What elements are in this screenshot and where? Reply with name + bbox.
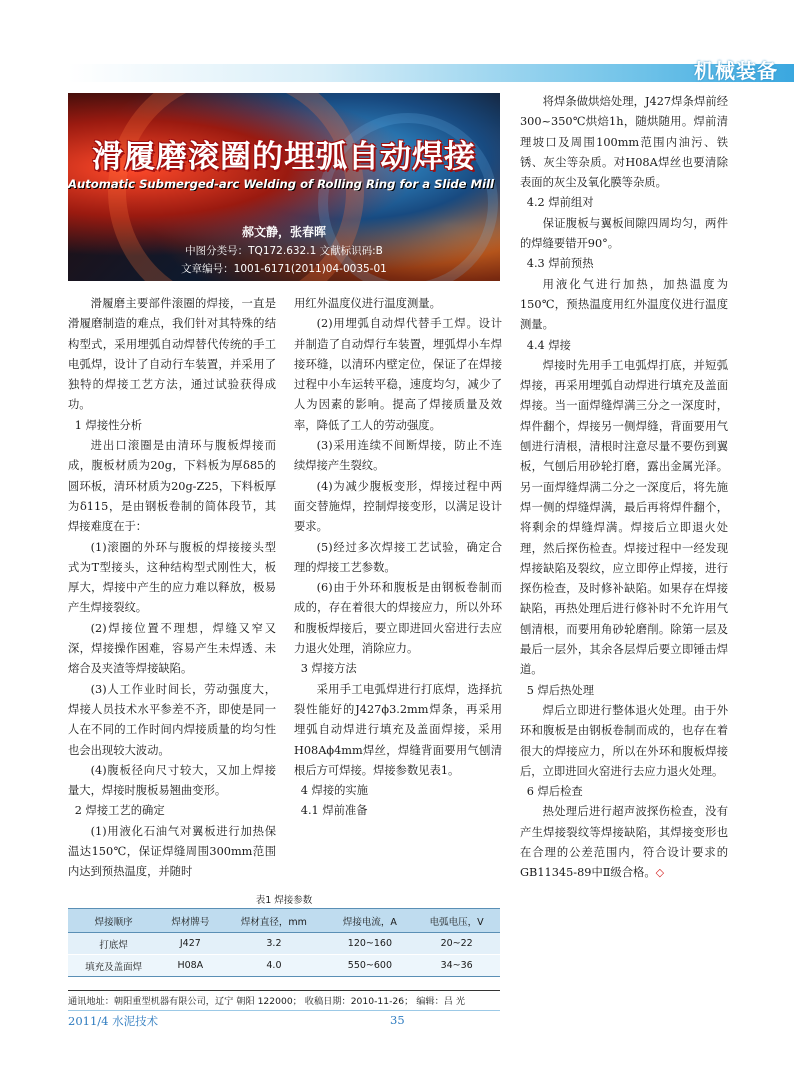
paragraph: 将焊条做烘焙处理，J427焊条焊前经300~350℃烘焙1h，随烘随用。焊前清理坡口及周围100mm范围内油污、铁锈、灰尘等杂质。对H08A焊丝也要清除表面的灰尘及氧化膜等杂质。 <box>520 95 728 190</box>
paragraph: (3)采用连续不间断焊接，防止不连续焊接产生裂纹。 <box>294 439 502 473</box>
paragraph <box>520 802 728 883</box>
paragraph: 采用手工电弧焊进行打底焊，选择抗裂性能好的J427ϕ3.2mm焊条，再采用埋弧自动焊进行填充及盖面焊接，采用H08Aϕ4mm焊丝，焊缝背面要用气刨清根后方可焊接。焊接参数见表1。 <box>294 682 502 777</box>
table-header-cell: 焊材牌号 <box>159 909 221 933</box>
table-header-cell: 焊接电流，A <box>327 909 414 933</box>
table-header-cell: 焊材直径，mm <box>221 909 326 933</box>
paragraph: (2)焊接位置不理想，焊缝又窄又深，焊接操作困难，容易产生未焊透、未熔合及夹渣等焊接缺陷。 <box>68 621 276 676</box>
welding-parameters-table <box>68 908 500 977</box>
footnote-divider <box>68 990 500 991</box>
end-mark-icon: ◇ <box>655 866 665 880</box>
section-label: 机械装备 <box>694 59 778 83</box>
table-cell: 打底焊 <box>68 933 159 955</box>
header-bar <box>68 64 794 82</box>
paragraph: 焊接时先用手工电弧焊打底，并短弧焊接，再采用埋弧自动焊进行填充及盖面焊接。当一面焊缝焊满三分之一深度时，焊件翻个，焊接另一侧焊缝，背面要用气刨进行清根，清根时注意尽量不要伤到翼板，气刨后用砂轮打磨，露出金属光泽。另一面焊缝焊满二分之一深度后，将先施焊一侧的焊缝焊满，最后再将焊件翻个，将剩余的焊缝焊满。焊接后立即退火处理，然后探伤检查。焊接过程中一经发现焊接缺陷及裂纹，应立即停止焊接，进行探伤检查，及时修补缺陷。如果存在焊接缺陷，再热处理后进行修补时不允许用气刨清根，而要用角砂轮磨削。除第一层及最后一层外，其余各层焊后要立即锤击焊道。 <box>520 358 728 677</box>
paragraph-text: 热处理后进行超声波探伤检查，没有产生焊接裂纹等焊接缺陷，其焊接变形也在合理的公差范围内，符合设计要求的GB11345-89中Ⅱ级合格。 <box>520 805 728 880</box>
paragraph: 焊后立即进行整体退火处理。由于外环和腹板是由钢板卷制而成的，也存在着很大的焊接应力，所以在外环和腹板焊接后，立即进回火窑进行去应力退火处理。 <box>520 703 728 778</box>
table-row <box>68 933 500 955</box>
footer-divider <box>68 1010 500 1011</box>
paragraph: 用红外温度仪进行温度测量。 <box>294 297 441 310</box>
table-caption: 表1 焊接参数 <box>255 895 313 906</box>
paragraph: (1)滚圈的外环与腹板的焊接接头型式为T型接头，这种结构型式刚性大，板厚大，焊接中产生的应力难以释放，极易产生焊接裂纹。 <box>68 540 276 615</box>
table-cell: J427 <box>159 933 221 955</box>
paragraph: 进出口滚圈是由清环与腹板焊接而成，腹板材质为20g，下料板为厚δ85的圆环板，清环材质为20g-Z25，下料板厚为δ115，是由钢板卷制的简体段节，其焊接难度在于： <box>68 439 276 534</box>
table-cell: 120~160 <box>327 933 414 955</box>
subsection-heading: 4.2 焊前组对 <box>526 196 594 210</box>
journal-name: 2011/4 水泥技术 <box>68 1014 159 1028</box>
footnote: 通讯地址：朝阳重型机器有限公司，辽宁 朝阳 122000； 收稿日期：2010-11-26； 编辑：吕 光 <box>68 996 466 1007</box>
paragraph: 滑履磨主要部件滚圈的焊接，一直是滑履磨制造的难点，我们针对其特殊的结构型式，采用埋弧自动焊替代传统的手工电弧焊，设计了自动行车装置，并采用了独特的焊接工艺方法，通过试验获得成功。 <box>68 297 276 412</box>
table-row <box>68 955 500 977</box>
article-authors: 郝文静，张春晖 <box>241 225 326 239</box>
paragraph: (1)用液化石油气对翼板进行加热保温达150℃，保证焊缝周围300mm范围内达到预热温度，并随时 <box>68 824 276 879</box>
table-cell: H08A <box>159 955 221 977</box>
text-column-2 <box>294 294 502 822</box>
paragraph: (6)由于外环和腹板是由钢板卷制而成的，存在着很大的焊接应力，所以外环和腹板焊接后，要立即进回火窑进行去应力退火处理，消除应力。 <box>294 581 502 656</box>
table-cell: 填充及盖面焊 <box>68 955 159 977</box>
paragraph: 用液化气进行加热，加热温度为150℃，预热温度用红外温度仪进行温度测量。 <box>520 277 728 332</box>
title-banner <box>68 93 500 281</box>
classification-number: 中图分类号：TQ172.632.1 文献标识码:B <box>185 245 383 257</box>
article-subtitle: Automatic Submerged-arc Welding of Rolling Ring for a Slide Mill <box>68 177 495 191</box>
text-column-3 <box>520 92 728 884</box>
table-header-cell: 焊接顺序 <box>68 909 159 933</box>
section-heading: 2 焊接工艺的确定 <box>74 804 165 818</box>
subsection-heading: 4.1 焊前准备 <box>300 804 368 818</box>
table-cell: 4.0 <box>221 955 326 977</box>
table-cell: 20~22 <box>413 933 500 955</box>
page-number: 35 <box>390 1013 405 1027</box>
subsection-heading: 4.4 焊接 <box>526 338 571 352</box>
table-header-cell: 电弧电压，V <box>413 909 500 933</box>
section-heading: 4 焊接的实施 <box>300 784 369 798</box>
paragraph: (4)为减少腹板变形，焊接过程中两面交替施焊，控制焊接变形，以满足设计要求。 <box>294 479 502 534</box>
table-header-row <box>68 909 500 933</box>
article-number: 文章编号：1001-6171(2011)04-0035-01 <box>181 263 387 275</box>
paragraph: 保证腹板与翼板间隙四周均匀，两件的焊缝要错开90°。 <box>520 216 728 251</box>
paragraph: (2)用埋弧自动焊代替手工焊。设计并制造了自动焊行车装置，埋弧焊小车焊接环缝，以清环内壁定位，保证了在焊接过程中小车运转平稳，速度均匀，减少了人为因素的影响。提高了焊接质量及效率，降低了工人的劳动强度。 <box>294 317 502 432</box>
table-cell: 34~36 <box>413 955 500 977</box>
paragraph: (4)腹板径向尺寸较大，又加上焊接量大，焊接时腹板易翘曲变形。 <box>68 763 276 798</box>
subsection-heading: 4.3 焊前预热 <box>526 257 594 271</box>
table-cell: 3.2 <box>221 933 326 955</box>
section-heading: 1 焊接性分析 <box>74 418 143 432</box>
paragraph: (3)人工作业时间长，劳动强度大，焊接人员技术水平参差不齐，即使是同一人在不同的工作时间内焊接质量的均匀性也会出现较大波动。 <box>68 682 276 757</box>
paragraph: (5)经过多次焊接工艺试验，确定合理的焊接工艺参数。 <box>294 540 502 574</box>
section-heading: 3 焊接方法 <box>300 662 357 676</box>
article-title: 滑履磨滚圈的埋弧自动焊接 <box>92 139 476 175</box>
section-heading: 5 焊后热处理 <box>526 683 595 697</box>
text-column-1 <box>68 294 276 883</box>
section-heading: 6 焊后检查 <box>526 785 583 799</box>
table-cell: 550~600 <box>327 955 414 977</box>
